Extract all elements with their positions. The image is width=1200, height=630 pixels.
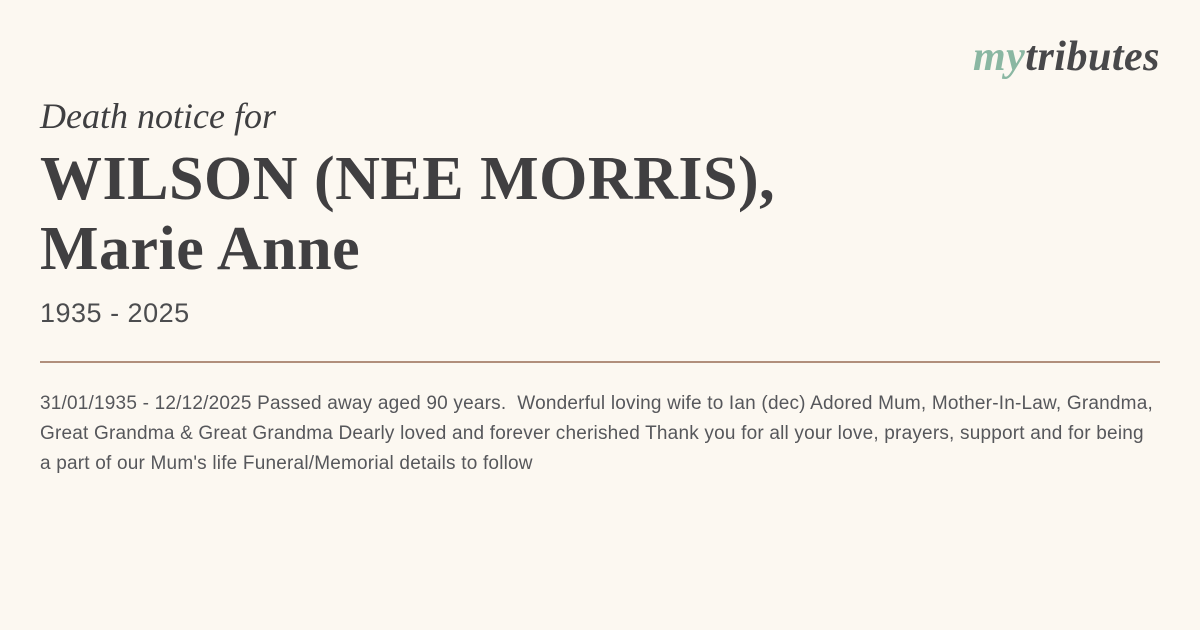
deceased-given-name-line: Marie Anne xyxy=(40,214,361,283)
deceased-surname-line: WILSON (NEE MORRIS), xyxy=(40,144,776,213)
logo-tributes-text: tributes xyxy=(1025,34,1160,80)
header xyxy=(40,34,1160,80)
notice-body-text: 31/01/1935 - 12/12/2025 Passed away aged 90 years. Wonderful loving wife to Ian (dec) Adored Mum, Mother-In-Law, Grandma, Great Grandma & Great Grandma Dearly loved and forever cherished Thank you for all your love, prayers, support and for being a part of our Mum's life Funeral/Memorial details to follow xyxy=(40,392,1159,474)
logo-my-text: my xyxy=(972,34,1026,80)
deceased-name xyxy=(40,144,1160,284)
mytributes-logo[interactable] xyxy=(973,34,1160,80)
divider-line xyxy=(40,361,1160,363)
notice-kicker: Death notice for xyxy=(40,96,276,137)
life-years: 1935 - 2025 xyxy=(40,297,190,328)
